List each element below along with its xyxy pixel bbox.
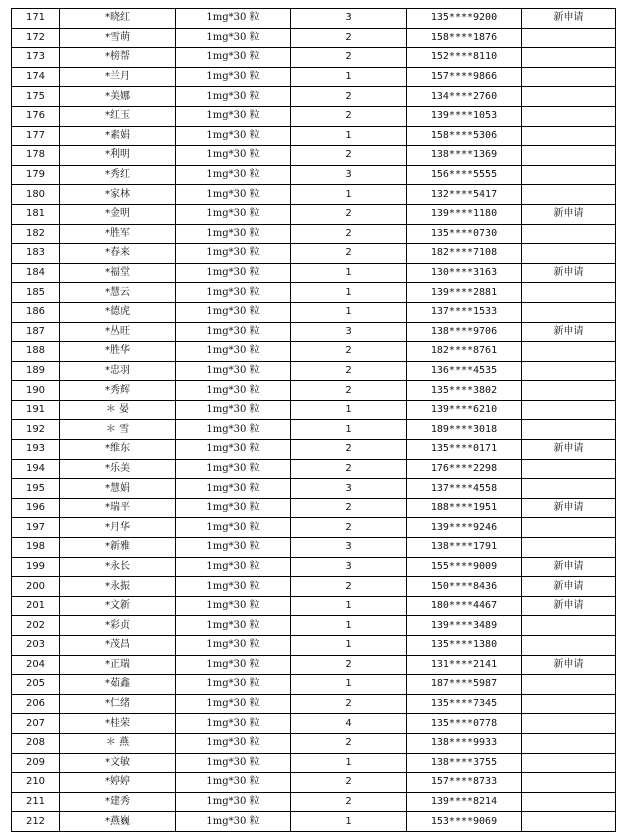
dosage-cell: 1mg*30 粒 [176,126,291,146]
quantity-cell: 1 [291,420,407,440]
phone-cell: 158****1876 [407,28,522,48]
dosage-cell: 1mg*30 粒 [176,498,291,518]
row-number-cell: 177 [12,126,60,146]
phone-cell: 176****2298 [407,459,522,479]
table-row [12,283,616,303]
dosage-cell: 1mg*30 粒 [176,773,291,793]
row-number-cell: 179 [12,165,60,185]
name-cell: *慧娟 [60,479,176,499]
note-cell [522,48,616,68]
table-row [12,714,616,734]
row-number-cell: 200 [12,577,60,597]
table-row [12,733,616,753]
phone-cell: 139****9246 [407,518,522,538]
phone-cell: 138****1369 [407,146,522,166]
table-row [12,185,616,205]
quantity-cell: 2 [291,224,407,244]
phone-cell: 135****0730 [407,224,522,244]
table-row [12,106,616,126]
dosage-cell: 1mg*30 粒 [176,518,291,538]
row-number-cell: 206 [12,694,60,714]
name-cell: *兰月 [60,67,176,87]
dosage-cell: 1mg*30 粒 [176,557,291,577]
dosage-cell: 1mg*30 粒 [176,48,291,68]
phone-cell: 137****1533 [407,302,522,322]
note-cell [522,87,616,107]
row-number-cell: 181 [12,204,60,224]
row-number-cell: 178 [12,146,60,166]
name-cell: *德虎 [60,302,176,322]
quantity-cell: 2 [291,48,407,68]
note-cell: 新申请 [522,322,616,342]
quantity-cell: 3 [291,9,407,29]
name-cell: *燕巍 [60,812,176,832]
note-cell [522,636,616,656]
dosage-cell: 1mg*30 粒 [176,753,291,773]
note-cell: 新申请 [522,577,616,597]
quantity-cell: 4 [291,714,407,734]
note-cell: 新申请 [522,263,616,283]
note-cell [522,753,616,773]
row-number-cell: 203 [12,636,60,656]
table-row [12,753,616,773]
dosage-cell: 1mg*30 粒 [176,812,291,832]
quantity-cell: 1 [291,753,407,773]
dosage-cell: 1mg*30 粒 [176,204,291,224]
name-cell: *秀红 [60,165,176,185]
quantity-cell: 1 [291,400,407,420]
quantity-cell: 1 [291,263,407,283]
dosage-cell: 1mg*30 粒 [176,28,291,48]
table-row [12,87,616,107]
phone-cell: 155****9009 [407,557,522,577]
document-page [11,8,615,832]
phone-cell: 139****3489 [407,616,522,636]
name-cell: *维东 [60,440,176,460]
dosage-cell: 1mg*30 粒 [176,185,291,205]
row-number-cell: 208 [12,733,60,753]
dosage-cell: 1mg*30 粒 [176,146,291,166]
row-number-cell: 199 [12,557,60,577]
name-cell: *建秀 [60,792,176,812]
phone-cell: 139****1053 [407,106,522,126]
row-number-cell: 192 [12,420,60,440]
quantity-cell: 3 [291,538,407,558]
name-cell: *榜帮 [60,48,176,68]
note-cell [522,244,616,264]
quantity-cell: 2 [291,459,407,479]
dosage-cell: 1mg*30 粒 [176,616,291,636]
quantity-cell: 2 [291,498,407,518]
phone-cell: 150****8436 [407,577,522,597]
row-number-cell: 195 [12,479,60,499]
dosage-cell: 1mg*30 粒 [176,675,291,695]
table-row [12,9,616,29]
note-cell [522,302,616,322]
note-cell [522,361,616,381]
dosage-cell: 1mg*30 粒 [176,400,291,420]
name-cell: *美娜 [60,87,176,107]
phone-cell: 137****4558 [407,479,522,499]
quantity-cell: 3 [291,165,407,185]
note-cell [522,714,616,734]
row-number-cell: 172 [12,28,60,48]
row-number-cell: 183 [12,244,60,264]
dosage-cell: 1mg*30 粒 [176,224,291,244]
name-cell: *永长 [60,557,176,577]
phone-cell: 132****5417 [407,185,522,205]
row-number-cell: 189 [12,361,60,381]
phone-cell: 135****3802 [407,381,522,401]
table-row [12,224,616,244]
table-row [12,498,616,518]
phone-cell: 135****9200 [407,9,522,29]
dosage-cell: 1mg*30 粒 [176,440,291,460]
table-row [12,126,616,146]
note-cell: 新申请 [522,596,616,616]
table-row [12,694,616,714]
phone-cell: 138****9706 [407,322,522,342]
dosage-cell: 1mg*30 粒 [176,67,291,87]
name-cell: *素娟 [60,126,176,146]
phone-cell: 182****7108 [407,244,522,264]
note-cell: 新申请 [522,9,616,29]
name-cell: ＊ 雪 [60,420,176,440]
quantity-cell: 1 [291,636,407,656]
table-row [12,322,616,342]
dosage-cell: 1mg*30 粒 [176,636,291,656]
dosage-cell: 1mg*30 粒 [176,302,291,322]
note-cell [522,694,616,714]
name-cell: *家林 [60,185,176,205]
table-row [12,518,616,538]
quantity-cell: 2 [291,773,407,793]
table-row [12,596,616,616]
quantity-cell: 1 [291,302,407,322]
quantity-cell: 2 [291,733,407,753]
note-cell [522,342,616,362]
quantity-cell: 2 [291,694,407,714]
name-cell: *慧云 [60,283,176,303]
note-cell [522,381,616,401]
phone-cell: 130****3163 [407,263,522,283]
note-cell [522,773,616,793]
dosage-cell: 1mg*30 粒 [176,263,291,283]
phone-cell: 153****9069 [407,812,522,832]
dosage-cell: 1mg*30 粒 [176,9,291,29]
table-row [12,67,616,87]
quantity-cell: 2 [291,361,407,381]
table-row [12,812,616,832]
note-cell: 新申请 [522,655,616,675]
phone-cell: 180****4467 [407,596,522,616]
name-cell: ＊ 燕 [60,733,176,753]
table-row [12,342,616,362]
note-cell [522,538,616,558]
dosage-cell: 1mg*30 粒 [176,106,291,126]
note-cell [522,812,616,832]
dosage-cell: 1mg*30 粒 [176,283,291,303]
quantity-cell: 2 [291,792,407,812]
row-number-cell: 211 [12,792,60,812]
dosage-cell: 1mg*30 粒 [176,322,291,342]
quantity-cell: 2 [291,146,407,166]
phone-cell: 131****2141 [407,655,522,675]
phone-cell: 135****7345 [407,694,522,714]
name-cell: *红玉 [60,106,176,126]
note-cell [522,792,616,812]
note-cell [522,479,616,499]
dosage-cell: 1mg*30 粒 [176,694,291,714]
table-row [12,479,616,499]
dosage-cell: 1mg*30 粒 [176,596,291,616]
quantity-cell: 1 [291,126,407,146]
row-number-cell: 191 [12,400,60,420]
table-row [12,400,616,420]
quantity-cell: 2 [291,244,407,264]
quantity-cell: 3 [291,557,407,577]
table-row [12,146,616,166]
row-number-cell: 210 [12,773,60,793]
name-cell: *利明 [60,146,176,166]
note-cell [522,224,616,244]
row-number-cell: 196 [12,498,60,518]
row-number-cell: 212 [12,812,60,832]
quantity-cell: 2 [291,28,407,48]
table-row [12,204,616,224]
row-number-cell: 190 [12,381,60,401]
note-cell [522,28,616,48]
dosage-cell: 1mg*30 粒 [176,459,291,479]
quantity-cell: 1 [291,812,407,832]
row-number-cell: 188 [12,342,60,362]
row-number-cell: 176 [12,106,60,126]
phone-cell: 187****5987 [407,675,522,695]
row-number-cell: 204 [12,655,60,675]
phone-cell: 189****3018 [407,420,522,440]
phone-cell: 182****8761 [407,342,522,362]
note-cell [522,420,616,440]
dosage-cell: 1mg*30 粒 [176,479,291,499]
quantity-cell: 1 [291,67,407,87]
row-number-cell: 198 [12,538,60,558]
name-cell: *乐美 [60,459,176,479]
row-number-cell: 193 [12,440,60,460]
note-cell [522,185,616,205]
table-row [12,792,616,812]
row-number-cell: 180 [12,185,60,205]
phone-cell: 139****8214 [407,792,522,812]
quantity-cell: 1 [291,185,407,205]
table-row [12,381,616,401]
phone-cell: 138****9933 [407,733,522,753]
table-row [12,538,616,558]
table-row [12,557,616,577]
quantity-cell: 2 [291,342,407,362]
table-row [12,263,616,283]
phone-cell: 157****8733 [407,773,522,793]
quantity-cell: 2 [291,381,407,401]
table-row [12,773,616,793]
table-row [12,655,616,675]
name-cell: *瑞平 [60,498,176,518]
name-cell: *丛旺 [60,322,176,342]
note-cell: 新申请 [522,204,616,224]
row-number-cell: 197 [12,518,60,538]
phone-cell: 139****1180 [407,204,522,224]
name-cell: *忠羽 [60,361,176,381]
note-cell [522,106,616,126]
phone-cell: 135****0171 [407,440,522,460]
note-cell: 新申请 [522,440,616,460]
name-cell: *永振 [60,577,176,597]
note-cell [522,146,616,166]
phone-cell: 138****3755 [407,753,522,773]
name-cell: *茂昌 [60,636,176,656]
dosage-cell: 1mg*30 粒 [176,733,291,753]
row-number-cell: 187 [12,322,60,342]
row-number-cell: 207 [12,714,60,734]
phone-cell: 152****8110 [407,48,522,68]
table-row [12,675,616,695]
note-cell [522,675,616,695]
row-number-cell: 201 [12,596,60,616]
name-cell: *金明 [60,204,176,224]
name-cell: *胜华 [60,342,176,362]
dosage-cell: 1mg*30 粒 [176,361,291,381]
name-cell: *文新 [60,596,176,616]
table-row [12,420,616,440]
note-cell [522,126,616,146]
dosage-cell: 1mg*30 粒 [176,714,291,734]
name-cell: *月华 [60,518,176,538]
note-cell [522,283,616,303]
table-row [12,616,616,636]
dosage-cell: 1mg*30 粒 [176,577,291,597]
phone-cell: 138****1791 [407,538,522,558]
quantity-cell: 1 [291,283,407,303]
note-cell [522,616,616,636]
phone-cell: 158****5306 [407,126,522,146]
row-number-cell: 171 [12,9,60,29]
name-cell: *胜军 [60,224,176,244]
table-body [12,9,616,832]
row-number-cell: 209 [12,753,60,773]
note-cell [522,459,616,479]
name-cell: *雪萌 [60,28,176,48]
phone-cell: 139****2881 [407,283,522,303]
table-row [12,302,616,322]
name-cell: *茹鑫 [60,675,176,695]
phone-cell: 134****2760 [407,87,522,107]
name-cell: *春来 [60,244,176,264]
quantity-cell: 2 [291,518,407,538]
row-number-cell: 182 [12,224,60,244]
note-cell [522,733,616,753]
note-cell: 新申请 [522,557,616,577]
phone-cell: 136****4535 [407,361,522,381]
table-row [12,636,616,656]
name-cell: *仁绪 [60,694,176,714]
phone-cell: 135****0778 [407,714,522,734]
row-number-cell: 173 [12,48,60,68]
row-number-cell: 185 [12,283,60,303]
row-number-cell: 186 [12,302,60,322]
name-cell: *彩贞 [60,616,176,636]
name-cell: *新雅 [60,538,176,558]
name-cell: *桂荣 [60,714,176,734]
row-number-cell: 174 [12,67,60,87]
note-cell [522,400,616,420]
quantity-cell: 2 [291,87,407,107]
dosage-cell: 1mg*30 粒 [176,87,291,107]
name-cell: *福堂 [60,263,176,283]
name-cell: *文敏 [60,753,176,773]
dosage-cell: 1mg*30 粒 [176,165,291,185]
row-number-cell: 205 [12,675,60,695]
table-row [12,361,616,381]
table-row [12,28,616,48]
row-number-cell: 194 [12,459,60,479]
quantity-cell: 2 [291,577,407,597]
table-row [12,48,616,68]
dosage-cell: 1mg*30 粒 [176,244,291,264]
name-cell: *晓红 [60,9,176,29]
quantity-cell: 2 [291,106,407,126]
dosage-cell: 1mg*30 粒 [176,381,291,401]
quantity-cell: 3 [291,479,407,499]
quantity-cell: 1 [291,675,407,695]
phone-cell: 139****6210 [407,400,522,420]
name-cell: *婷婷 [60,773,176,793]
quantity-cell: 1 [291,616,407,636]
quantity-cell: 2 [291,655,407,675]
phone-cell: 156****5555 [407,165,522,185]
note-cell: 新申请 [522,498,616,518]
note-cell [522,67,616,87]
phone-cell: 135****1380 [407,636,522,656]
dosage-cell: 1mg*30 粒 [176,655,291,675]
table-row [12,577,616,597]
phone-cell: 157****9866 [407,67,522,87]
note-cell [522,165,616,185]
name-cell: ＊ 晏 [60,400,176,420]
quantity-cell: 2 [291,440,407,460]
row-number-cell: 175 [12,87,60,107]
phone-cell: 188****1951 [407,498,522,518]
row-number-cell: 184 [12,263,60,283]
quantity-cell: 1 [291,596,407,616]
row-number-cell: 202 [12,616,60,636]
quantity-cell: 2 [291,204,407,224]
note-cell [522,518,616,538]
dosage-cell: 1mg*30 粒 [176,420,291,440]
table-row [12,244,616,264]
table-row [12,165,616,185]
table-row [12,459,616,479]
dosage-cell: 1mg*30 粒 [176,792,291,812]
name-cell: *正瑞 [60,655,176,675]
table-row [12,440,616,460]
dosage-cell: 1mg*30 粒 [176,342,291,362]
dosage-cell: 1mg*30 粒 [176,538,291,558]
quantity-cell: 3 [291,322,407,342]
name-cell: *秀辉 [60,381,176,401]
patient-roster-table [11,8,616,832]
